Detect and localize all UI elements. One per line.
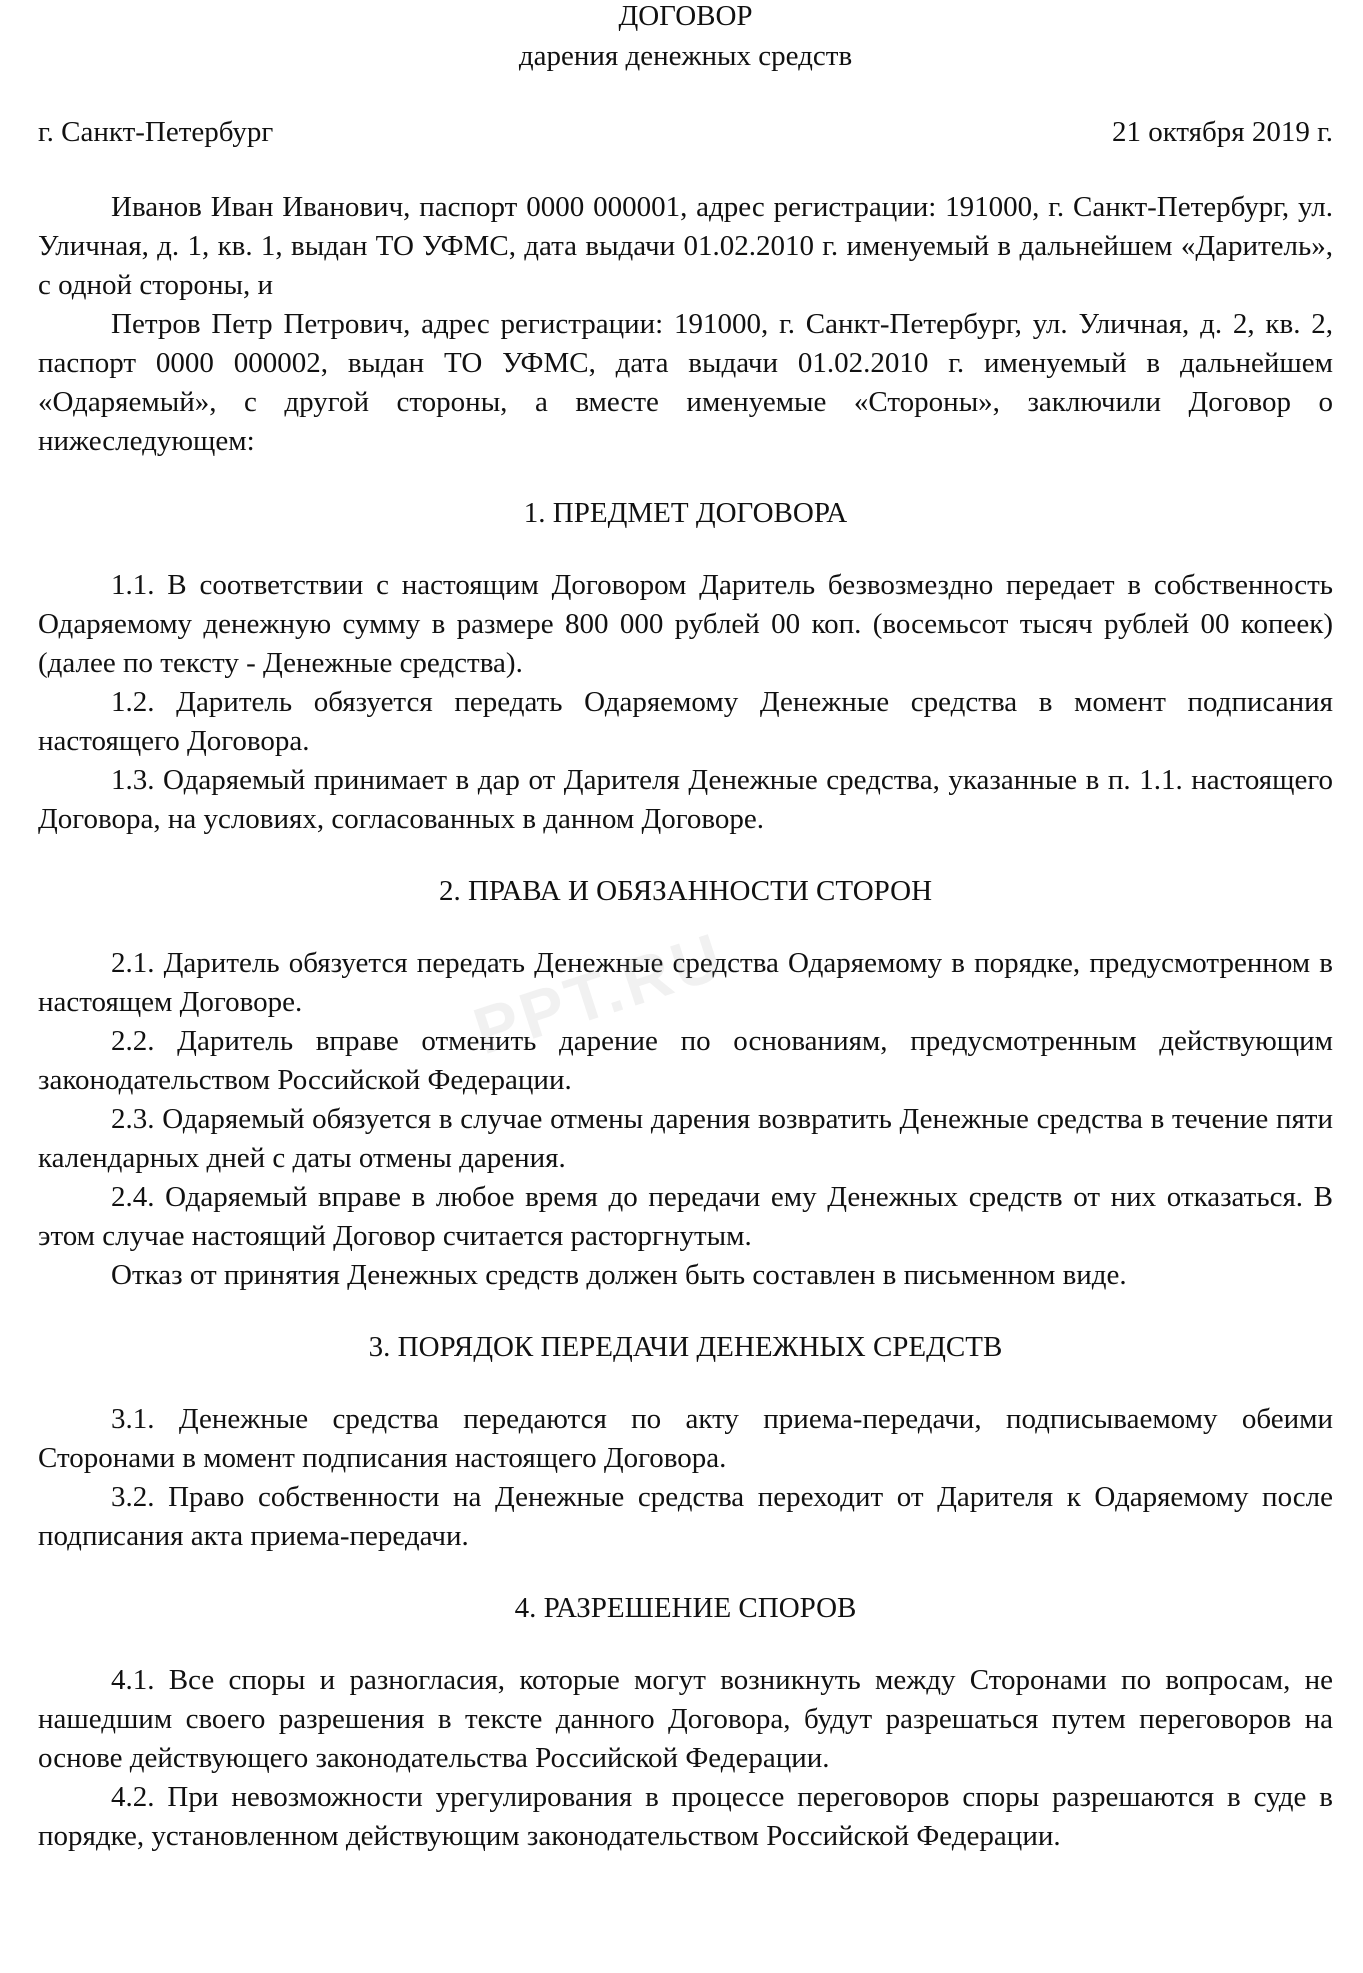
section-transfer	[38, 1400, 1333, 1556]
section-heading-rights: 2. ПРАВА И ОБЯЗАННОСТИ СТОРОН	[438, 875, 933, 907]
section-subject	[38, 566, 1333, 839]
clause-1-3: 1.3. Одаряемый принимает в дар от Дарителя Денежные средства, указанные в п. 1.1. настоящего Договора, на условиях, согласованных в данном Договоре.	[38, 764, 1333, 835]
clause-4-2: 4.2. При невозможности урегулирования в процессе переговоров споры разрешаются в суде в порядке, установленном действующим законодательством Российской Федерации.	[38, 1781, 1333, 1852]
contract-city: г. Санкт-Петербург	[38, 116, 274, 148]
place-date-row	[38, 114, 1333, 150]
section-heading-subject: 1. ПРЕДМЕТ ДОГОВОРА	[523, 497, 848, 529]
clause-2-1: 2.1. Даритель обязуется передать Денежные средства Одаряемому в порядке, предусмотренном в настоящем Договоре.	[38, 947, 1333, 1018]
clause-3-1: 3.1. Денежные средства передаются по акту приема-передачи, подписываемому обеими Сторонами в момент подписания настоящего Договора.	[38, 1403, 1333, 1474]
clause-2-3: 2.3. Одаряемый обязуется в случае отмены дарения возвратить Денежные средства в течение пяти календарных дней с даты отмены дарения.	[38, 1103, 1333, 1174]
party-donor: Иванов Иван Иванович, паспорт 0000 000001, адрес регистрации: 191000, г. Санкт-Петербург, ул. Уличная, д. 1, кв. 1, выдан ТО УФМС, дата выдачи 01.02.2010 г. именуемый в дальнейшем «Даритель», с одной стороны, и	[38, 191, 1333, 301]
clause-2-4: 2.4. Одаряемый вправе в любое время до передачи ему Денежных средств от них отказаться. В этом случае настоящий Договор считается расторгнутым.	[38, 1181, 1333, 1252]
party-recipient: Петров Петр Петрович, адрес регистрации: 191000, г. Санкт-Петербург, ул. Уличная, д. 2, кв. 2, паспорт 0000 000002, выдан ТО УФМС, дата выдачи 01.02.2010 г. именуемый в дальнейшем «Одаряемый», с другой стороны, а вместе именуемые «Стороны», заключили Договор о нижеследующем:	[38, 308, 1333, 457]
clause-1-1: 1.1. В соответствии с настоящим Договором Даритель безвозмездно передает в собственность Одаряемому денежную сумму в размере 800 000 рублей 00 коп. (восемьсот тысяч рублей 00 копеек) (далее по тексту - Денежные средства).	[38, 569, 1333, 679]
clause-1-2: 1.2. Даритель обязуется передать Одаряемому Денежные средства в момент подписания настоящего Договора.	[38, 686, 1333, 757]
watermark: PPT.RU	[464, 917, 734, 1069]
clause-2-4-note: Отказ от принятия Денежных средств должен быть составлен в письменном виде.	[111, 1259, 1127, 1291]
section-heading-transfer: 3. ПОРЯДОК ПЕРЕДАЧИ ДЕНЕЖНЫХ СРЕДСТВ	[368, 1331, 1003, 1363]
section-heading-disputes: 4. РАЗРЕШЕНИЕ СПОРОВ	[514, 1592, 857, 1624]
parties-block	[38, 188, 1333, 461]
clause-2-2: 2.2. Даритель вправе отменить дарение по основаниям, предусмотренным действующим законодательством Российской Федерации.	[38, 1025, 1333, 1096]
section-disputes	[38, 1661, 1333, 1856]
document-subtitle: дарения денежных средств	[518, 40, 853, 72]
contract-date: 21 октября 2019 г.	[1111, 116, 1333, 148]
clause-3-2: 3.2. Право собственности на Денежные средства переходит от Дарителя к Одаряемому после подписания акта приема-передачи.	[38, 1481, 1333, 1552]
document-title: ДОГОВОР	[618, 0, 753, 32]
section-rights	[38, 944, 1333, 1295]
clause-4-1: 4.1. Все споры и разногласия, которые могут возникнуть между Сторонами по вопросам, не нашедшим своего разрешения в тексте данного Договора, будут разрешаться путем переговоров на основе действующего законодательства Российской Федерации.	[38, 1664, 1333, 1774]
